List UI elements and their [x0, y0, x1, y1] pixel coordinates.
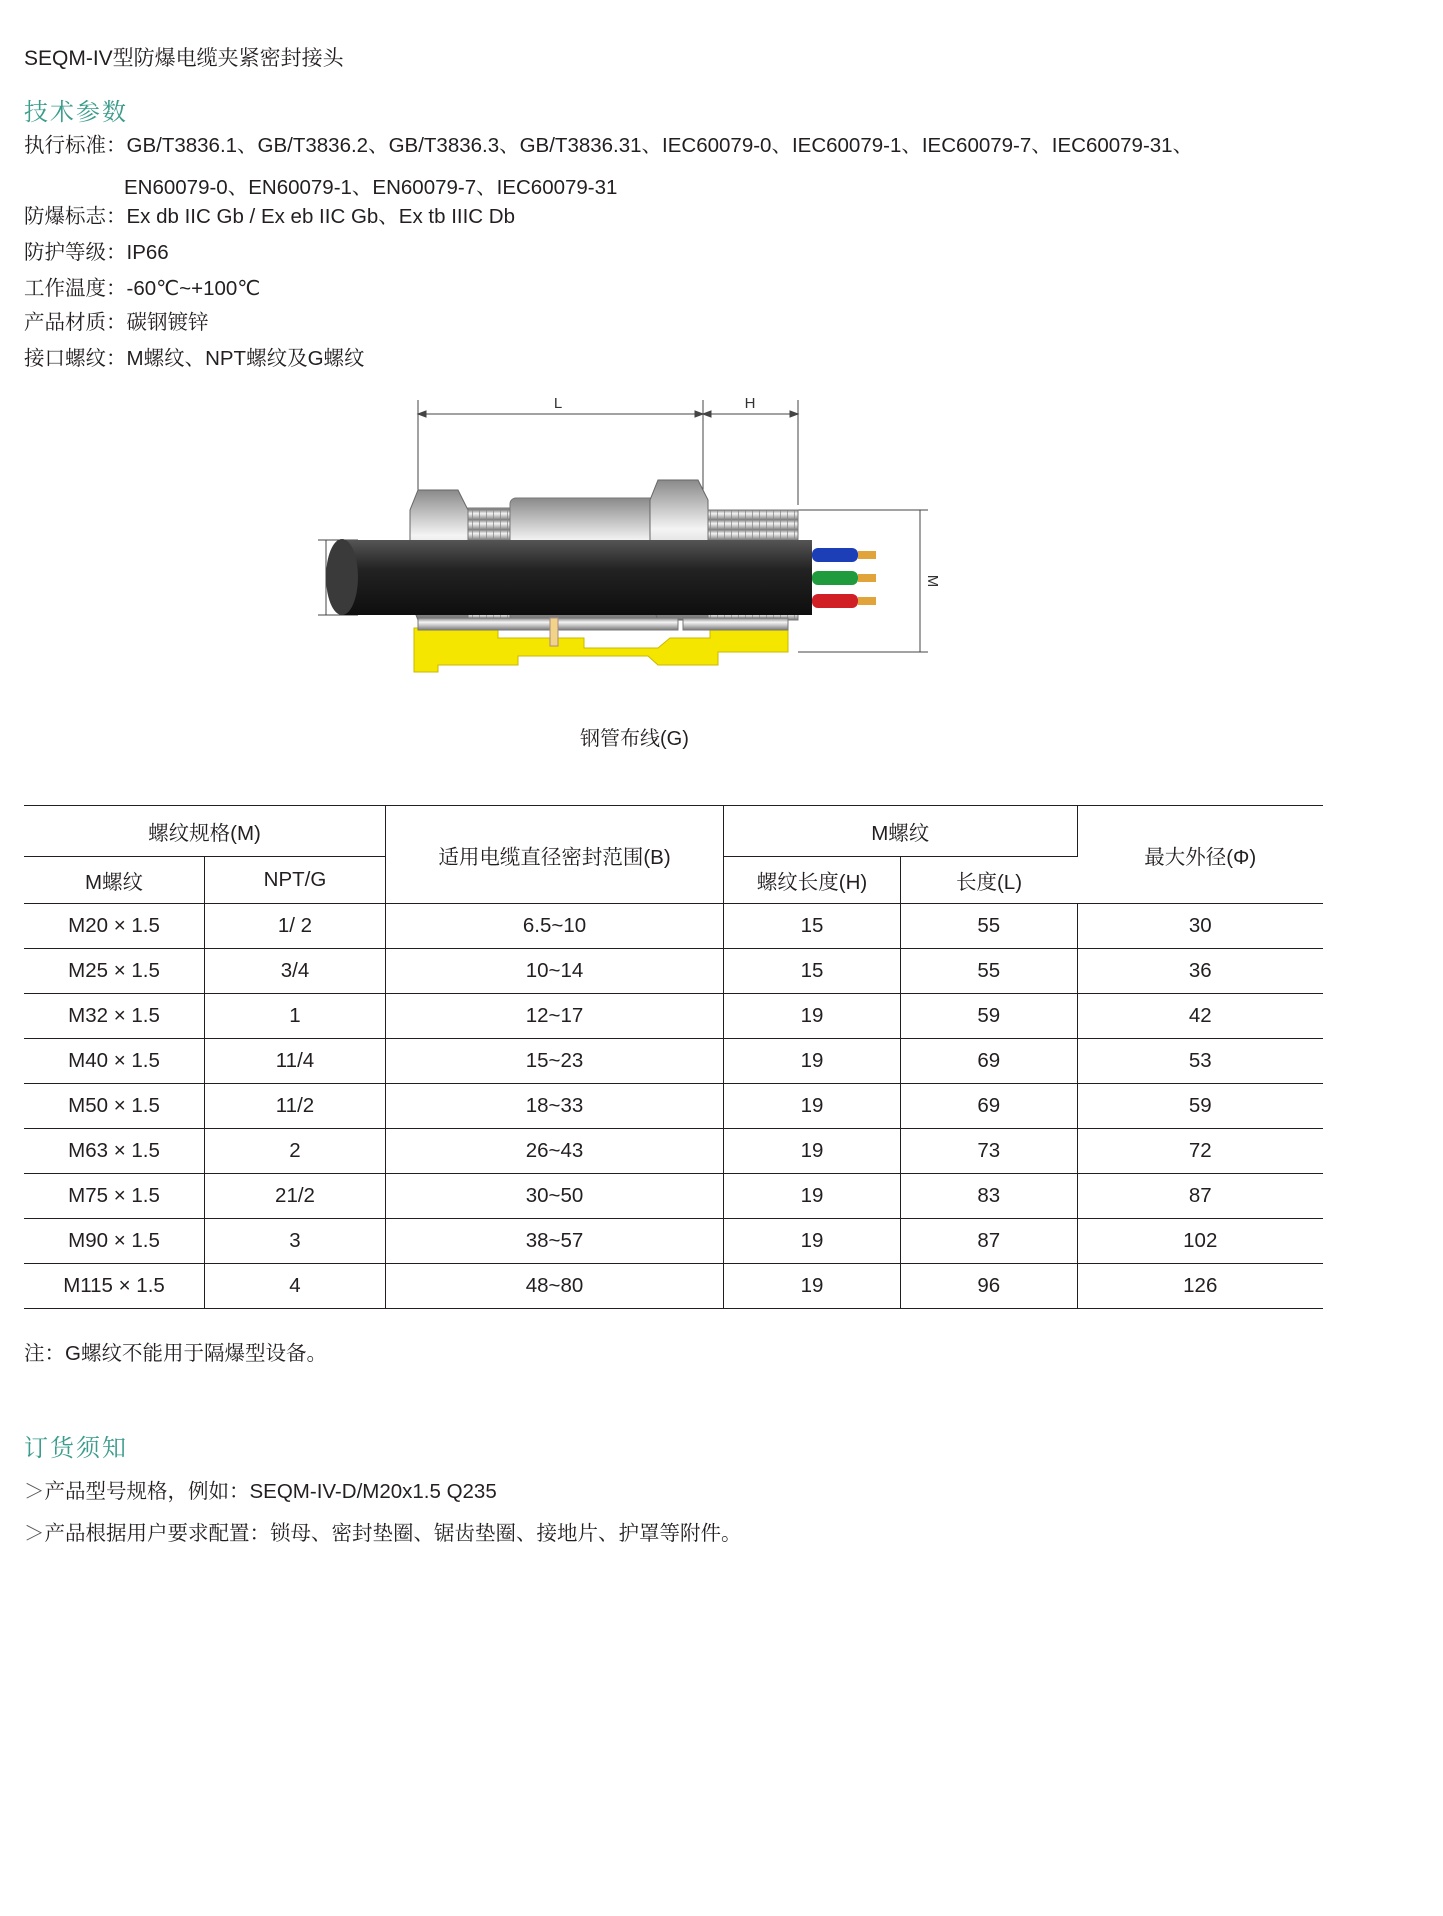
table-cell-b: 48~80	[386, 1264, 724, 1309]
th-thread-length: 螺纹长度(H)	[724, 857, 901, 904]
th-length: 长度(L)	[901, 857, 1078, 904]
spec-label: 执行标准：	[24, 134, 127, 157]
table-cell-m: M115 × 1.5	[24, 1264, 205, 1309]
table-cell-m: M50 × 1.5	[24, 1084, 205, 1129]
th-max-od: 最大外径(Φ)	[1077, 806, 1323, 904]
spec-value: IP66	[126, 241, 169, 264]
spec-label: 接口螺纹：	[24, 347, 127, 370]
order-item	[24, 1516, 742, 1546]
table-cell-npt: 11/2	[205, 1084, 386, 1129]
table-cell-npt: 2	[205, 1129, 386, 1174]
table-cell-b: 38~57	[386, 1219, 724, 1264]
spec-ex-marking	[24, 199, 515, 235]
th-cable-range: 适用电缆直径密封范围(B)	[386, 806, 724, 904]
spec-value: 碳钢镀锌	[126, 311, 209, 334]
table-row	[24, 949, 1323, 994]
spec-temperature	[24, 271, 260, 307]
table-cell-h: 19	[724, 1129, 901, 1174]
table-cell-m: M63 × 1.5	[24, 1129, 205, 1174]
th-thread-spec: 螺纹规格(M)	[24, 806, 386, 857]
table-cell-d: 53	[1077, 1039, 1323, 1084]
table-cell-h: 19	[724, 1039, 901, 1084]
table-row	[24, 1129, 1323, 1174]
table-cell-m: M75 × 1.5	[24, 1174, 205, 1219]
table-cell-l: 87	[901, 1219, 1078, 1264]
order-heading: 订货须知	[24, 1435, 128, 1462]
th-m-thread-group: M螺纹	[724, 806, 1078, 857]
table-cell-npt: 4	[205, 1264, 386, 1309]
red-wire	[812, 594, 858, 608]
spec-thread	[24, 341, 365, 377]
spec-material	[24, 305, 209, 341]
table-cell-h: 19	[724, 1219, 901, 1264]
table-cell-l: 55	[901, 949, 1078, 994]
table-cell-m: M32 × 1.5	[24, 994, 205, 1039]
cable	[342, 540, 812, 615]
spec-value: Ex db IIC Gb / Ex eb IIC Gb、Ex tb IIIC Db	[126, 205, 515, 228]
spec-standard	[24, 128, 1193, 164]
table-cell-h: 15	[724, 949, 901, 994]
table-cell-d: 36	[1077, 949, 1323, 994]
table-cell-m: M20 × 1.5	[24, 904, 205, 949]
note-text: 注：G螺纹不能用于隔爆型设备。	[24, 1342, 327, 1365]
table-row	[24, 1084, 1323, 1129]
cable-gland-diagram	[318, 390, 958, 720]
cable-end	[326, 539, 358, 615]
table-cell-b: 18~33	[386, 1084, 724, 1129]
spec-value: -60℃~+100℃	[126, 277, 261, 300]
page-title: SEQM-IV型防爆电缆夹紧密封接头	[24, 47, 344, 70]
table-cell-m: M90 × 1.5	[24, 1219, 205, 1264]
order-item-text: 产品型号规格，例如：SEQM-IV-D/M20x1.5 Q235	[44, 1480, 497, 1503]
table-row	[24, 1219, 1323, 1264]
table-cell-b: 15~23	[386, 1039, 724, 1084]
spec-standard-cont: EN60079-0、EN60079-1、EN60079-7、IEC60079-31	[124, 176, 618, 199]
table-cell-b: 12~17	[386, 994, 724, 1039]
spec-protection	[24, 235, 169, 271]
table-cell-b: 10~14	[386, 949, 724, 994]
table-row	[24, 1039, 1323, 1084]
table-cell-d: 72	[1077, 1129, 1323, 1174]
lower-entry-strip	[683, 618, 788, 630]
spec-label: 防爆标志：	[24, 205, 127, 228]
table-cell-d: 30	[1077, 904, 1323, 949]
order-item-text: 产品根据用户要求配置：锁母、密封垫圈、锯齿垫圈、接地片、护罩等附件。	[44, 1522, 742, 1545]
blue-wire	[812, 548, 858, 562]
th-m-thread: M螺纹	[24, 857, 205, 904]
spec-label: 产品材质：	[24, 311, 127, 334]
arrow-icon: ＞	[24, 1522, 45, 1545]
copper-tip	[858, 597, 876, 605]
table-cell-npt: 21/2	[205, 1174, 386, 1219]
table-cell-d: 59	[1077, 1084, 1323, 1129]
table-cell-d: 102	[1077, 1219, 1323, 1264]
spec-value: GB/T3836.1、GB/T3836.2、GB/T3836.3、GB/T3836.31、IEC60079-0、IEC60079-1、IEC60079-7、IEC60079-31、	[126, 134, 1194, 157]
spec-label: 工作温度：	[24, 277, 127, 300]
diagram-caption: 钢管布线(G)	[580, 728, 689, 750]
table-cell-m: M25 × 1.5	[24, 949, 205, 994]
th-npt-g: NPT/G	[205, 857, 386, 904]
table-cell-h: 19	[724, 994, 901, 1039]
table-cell-b: 30~50	[386, 1174, 724, 1219]
table-cell-npt: 1/ 2	[205, 904, 386, 949]
spec-table	[24, 805, 1323, 1309]
table-cell-l: 69	[901, 1084, 1078, 1129]
table-cell-d: 42	[1077, 994, 1323, 1039]
table-row	[24, 904, 1323, 949]
table-row	[24, 994, 1323, 1039]
table-cell-l: 83	[901, 1174, 1078, 1219]
dim-H-label: H	[744, 395, 756, 412]
seal-ring	[550, 618, 558, 646]
copper-tip	[858, 574, 876, 582]
table-cell-l: 55	[901, 904, 1078, 949]
table-cell-b: 26~43	[386, 1129, 724, 1174]
arrow-icon: ＞	[24, 1480, 45, 1503]
spec-value: M螺纹、NPT螺纹及G螺纹	[126, 347, 365, 370]
table-cell-b: 6.5~10	[386, 904, 724, 949]
table-cell-l: 73	[901, 1129, 1078, 1174]
table-cell-h: 19	[724, 1084, 901, 1129]
table-cell-l: 69	[901, 1039, 1078, 1084]
table-cell-h: 15	[724, 904, 901, 949]
spec-label: 防护等级：	[24, 241, 127, 264]
table-cell-m: M40 × 1.5	[24, 1039, 205, 1084]
table-cell-npt: 3	[205, 1219, 386, 1264]
green-wire	[812, 571, 858, 585]
tech-params-heading: 技术参数	[24, 99, 128, 126]
order-item	[24, 1474, 497, 1504]
table-cell-npt: 3/4	[205, 949, 386, 994]
dim-L-label: L	[553, 395, 563, 412]
table-cell-npt: 11/4	[205, 1039, 386, 1084]
table-row	[24, 1174, 1323, 1219]
lower-body-strip	[418, 618, 678, 630]
copper-tip	[858, 551, 876, 559]
yellow-mount-part	[414, 628, 788, 672]
table-cell-npt: 1	[205, 994, 386, 1039]
table-cell-l: 96	[901, 1264, 1078, 1309]
table-cell-h: 19	[724, 1174, 901, 1219]
table-row	[24, 1264, 1323, 1309]
table-cell-d: 126	[1077, 1264, 1323, 1309]
table-cell-d: 87	[1077, 1174, 1323, 1219]
table-cell-l: 59	[901, 994, 1078, 1039]
table-cell-h: 19	[724, 1264, 901, 1309]
dim-M-label: M	[924, 574, 941, 588]
